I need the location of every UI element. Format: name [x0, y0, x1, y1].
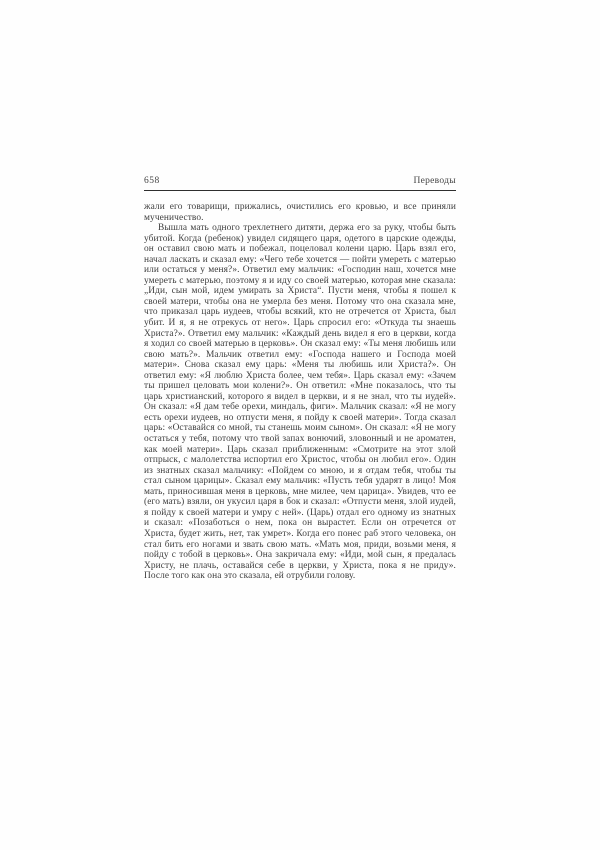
paragraph-continuation: жали его товарищи, прижались, очистились его кровью, и все приняли мученичество. — [144, 202, 456, 223]
running-title: Переводы — [413, 176, 456, 186]
body-text — [144, 202, 456, 582]
page-number: 658 — [144, 176, 160, 186]
paragraph-story: Вышла мать одного трехлетнего дитяти, держа его за руку, чтобы быть убитой. Когда (ребенок) увидел сидящего царя, одетого в царские одежды, он оставил свою мать и побежал, поцеловал колени царю. Царь взял его, начал ласкать и сказал ему: «Чего тебе хочется — пойти умереть с матерью или остаться у меня?». Ответил ему мальчик: «Господин наш, хочется мне умереть с матерью, поэтому я и иду со своей матерью, которая мне сказала: „Иди, сын мой, идем умирать за Христа“. Пусти меня, чтобы я пошел к своей матери, чтобы она не умерла без меня. Потому что она сказала мне, что приказал царь иудеев, чтобы всякий, кто не отречется от Христа, был убит. И я, я не отрекусь от него». Царь спросил его: «Откуда ты знаешь Христа?». Ответил ему мальчик: «Каждый день видел я его в церкви, когда я ходил со своей матерью в церковь». Он сказал ему: «Ты меня любишь или свою мать?». Мальчик ответил ему: «Господа нашего и Господа моей матери». Снова сказал ему царь: «Меня ты любишь или Христа?». Он ответил ему: «Я люблю Христа более, чем тебя». Царь сказал ему: «Зачем ты пришел целовать мои колени?». Он ответил: «Мне показалось, что ты царь христианский, которого я видел в церкви, и я не знал, что ты иудей». Он сказал: «Я дам тебе орехи, миндаль, фиги». Мальчик сказал: «Я не могу есть орехи иудеев, но отпусти меня, я пойду к своей матери». Тогда сказал царь: «Оставайся со мной, ты станешь моим сыном». Он сказал: «Я не могу остаться у тебя, потому что твой запах вонючий, зловонный и не ароматен, как моей матери». Царь сказал приближенным: «Смотрите на этот злой отпрыск, с малолетства испортил его Христос, чтобы он любил его». Один из знатных сказал мальчику: «Пойдем со мною, и я отдам тебя, чтобы ты стал сыном царицы». Сказал ему мальчик: «Пусть тебя ударят в лицо! Моя мать, приносившая меня в церковь, мне милее, чем царица». Увидев, что ее (его мать) взяли, он укусил царя в бок и сказал: «Отпусти меня, злой иудей, я пойду к своей матери и умру с ней». (Царь) отдал его одному из знатных и сказал: «Позаботься о нем, пока он вырастет. Если он отречется от Христа, будет жить, нет, так умрет». Когда его понес раб этого человека, он стал бить его ногами и звать свою мать. «Мать моя, приди, возьми меня, я пойду с тобой в церковь». Она закричала ему: «Иди, мой сын, я предалась Христу, не плачь, оставайся себе в церкви, у Христа, пока я не приду». После того как она это сказала, ей отрубили голову. — [144, 223, 456, 582]
running-header — [144, 176, 456, 191]
page-content — [144, 176, 456, 582]
